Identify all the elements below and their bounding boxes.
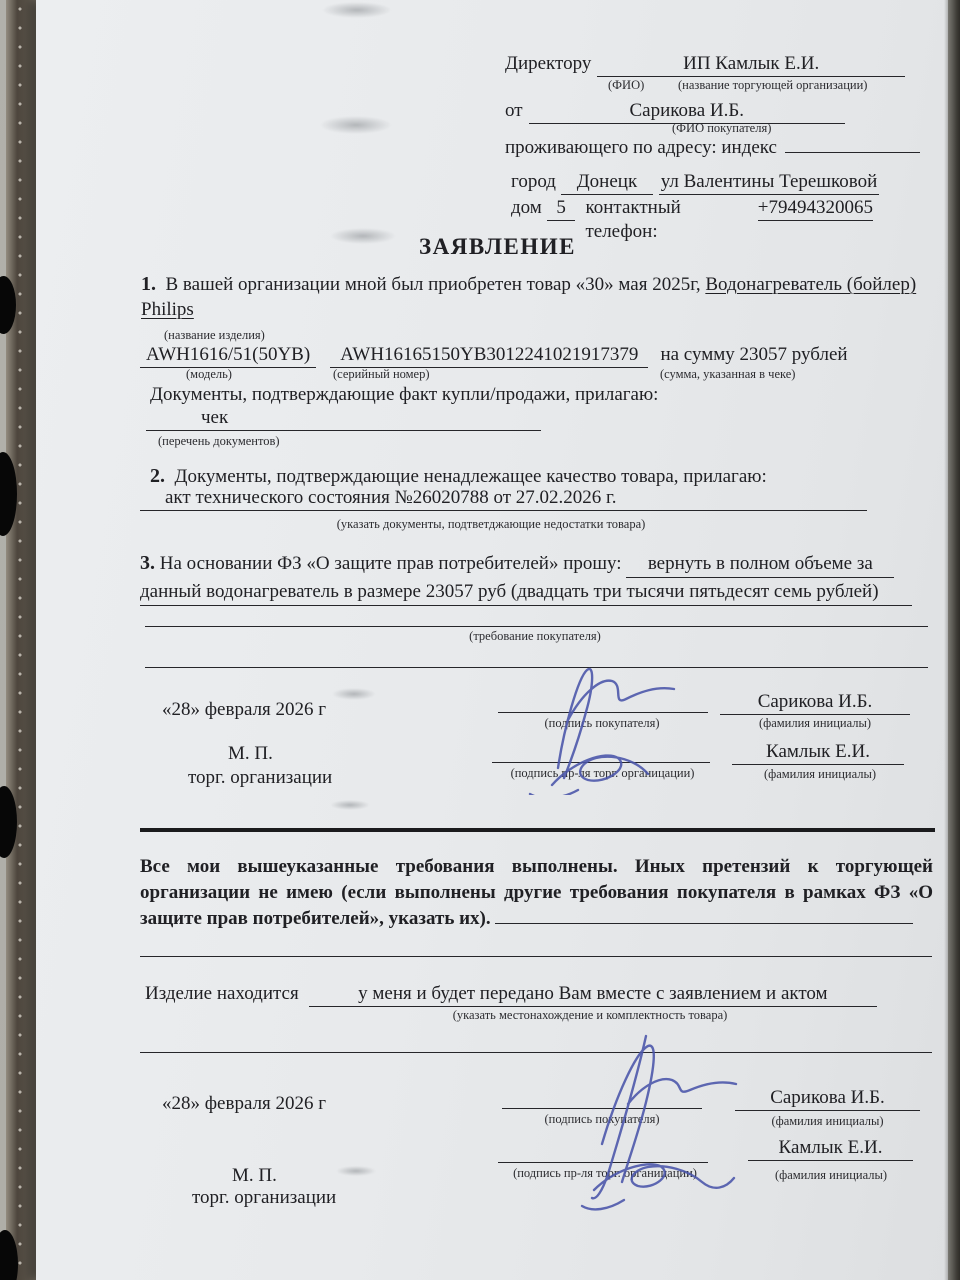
- item1-sum-sub: (сумма, указанная в чеке): [660, 367, 796, 381]
- to-sub-org: (название торгующей организации): [678, 78, 868, 92]
- buyer-sign-sub: (подпись покупателя): [544, 1112, 660, 1126]
- address-label: проживающего по адресу: индекс: [505, 137, 777, 158]
- to-label: Директору: [505, 53, 592, 74]
- buyer-signature-line: [502, 1086, 702, 1109]
- header-address-row: [505, 136, 920, 160]
- buyer-name-sub: (фамилия инициалы): [771, 1114, 884, 1128]
- item1-paragraph: [141, 272, 933, 322]
- item3-sub: (требование покупателя): [469, 629, 601, 643]
- location-label: Изделие находится: [145, 983, 299, 1004]
- item1-serial: AWH16165150YB3012241021917379: [330, 343, 648, 368]
- buyer-name: Сарикова И.Б.: [720, 690, 910, 715]
- seller-name-sub: (фамилия инициалы): [774, 1168, 888, 1182]
- blank-line: [140, 1028, 932, 1053]
- blank-line: [145, 647, 928, 668]
- paper-right-shadow: [944, 0, 960, 1280]
- closing-blank-tail: [495, 923, 913, 924]
- item1-model-row: [140, 343, 933, 368]
- org-label: торг. организации: [192, 1187, 337, 1208]
- phone-value: +79494320065: [758, 196, 873, 221]
- to-sub-fio: (ФИО): [608, 78, 645, 92]
- from-value: Сарикова И.Б.: [529, 99, 845, 124]
- item2-sub: (указать документы, подтветджающие недостатки товара): [336, 517, 646, 531]
- location-row: [145, 982, 877, 1007]
- seller-signature-line: [498, 1140, 708, 1163]
- perforation-holes: [15, 0, 25, 1280]
- seller-name-sub: (фамилия инициалы): [763, 767, 877, 781]
- location-sub: (указать местонахождение и комплектность товара): [452, 1008, 728, 1022]
- item1-number: 1.: [141, 273, 156, 295]
- item3-value1: вернуть в полном объеме за: [626, 550, 894, 578]
- signature-block-2: [140, 1082, 935, 1217]
- org-label: торг. организации: [188, 767, 333, 788]
- street-value: ул Валентины Терешковой: [659, 170, 879, 195]
- to-value: ИП Камлык Е.И.: [597, 52, 905, 77]
- item1-docs-line: Документы, подтверждающие факт купли/продажи, прилагаю:: [150, 384, 659, 405]
- document-title: ЗАЯВЛЕНИЕ: [419, 234, 576, 259]
- item1-model: AWH1616/51(50YB): [140, 343, 316, 368]
- seller-signature-line: [492, 740, 710, 763]
- phone-label: контактный телефон:: [585, 197, 681, 242]
- house-label: дом: [511, 197, 542, 218]
- postcode-blank: [785, 152, 920, 153]
- item3-text: На основании ФЗ «О защите прав потребителей» прошу:: [159, 553, 622, 574]
- mp-label: М. П.: [232, 1165, 277, 1186]
- blank-line: [145, 606, 928, 627]
- item3-value2: данный водонагреватель в размере 23057 руб (двадцать три тысячи пятьдесят семь рублей): [140, 578, 912, 606]
- section-divider: [140, 828, 935, 832]
- location-value: у меня и будет передано Вам вместе с заявлением и актом: [309, 982, 877, 1007]
- item3-number: 3.: [140, 552, 155, 574]
- closing-text: Все мои вышеуказанные требования выполнены. Иных претензий к торгующей организации не имею (если выполнены другие требования покупателя в рамках ФЗ «О защите прав потребителей», указать их).: [140, 856, 933, 929]
- binder-strip: [6, 0, 38, 1280]
- closing-paragraph: [140, 854, 933, 932]
- item1-serial-sub: (серийный номер): [333, 367, 430, 381]
- seller-name: Камлык Е.И.: [748, 1136, 913, 1161]
- smudge-mark: [322, 2, 392, 18]
- from-sub: (ФИО покупателя): [672, 121, 772, 135]
- seller-name: Камлык Е.И.: [732, 740, 904, 765]
- header-to-row: [505, 52, 905, 77]
- item1-product: Водонагреватель (бойлер) Philips: [141, 274, 917, 320]
- item2-text: Документы, подтверждающие ненадлежащее качество товара, прилагаю:: [174, 466, 767, 487]
- seller-sign-sub: (подпись пр-ля торг. органицации): [513, 1166, 697, 1180]
- mp-label: М. П.: [228, 743, 273, 764]
- item2-number: 2.: [150, 465, 165, 487]
- date-2: «28» февраля 2026 г: [162, 1093, 327, 1114]
- city-value: Донецк: [561, 170, 653, 195]
- from-label: от: [505, 100, 523, 121]
- header-city-row: [511, 170, 879, 195]
- item1-sum: на сумму 23057 рублей: [660, 344, 848, 365]
- city-label: город: [511, 171, 556, 192]
- item3-paragraph: [140, 550, 935, 606]
- buyer-name-sub: (фамилия инициалы): [758, 716, 872, 730]
- item1-model-sub: (модель): [186, 367, 232, 381]
- date-1: «28» февраля 2026 г: [162, 699, 327, 720]
- buyer-sign-sub: (подпись покупателя): [544, 716, 660, 730]
- smudge-mark: [320, 116, 392, 134]
- item1-docs-value: чек: [146, 406, 541, 431]
- item2-value: акт технического состояния №26020788 от 27.02.2026 г.: [140, 486, 867, 511]
- blank-line: [140, 932, 932, 957]
- item1-docs-sub: (перечень документов): [158, 434, 280, 448]
- buyer-name: Сарикова И.Б.: [735, 1086, 920, 1111]
- seller-sign-sub: (подпись пр-ля торг. органицации): [510, 766, 695, 780]
- item1-product-sub: (название изделия): [164, 328, 265, 342]
- item1-lead: В вашей организации мной был приобретен товар «30» мая 2025г,: [165, 274, 701, 295]
- buyer-signature-line: [498, 690, 708, 713]
- house-value: 5: [547, 196, 576, 221]
